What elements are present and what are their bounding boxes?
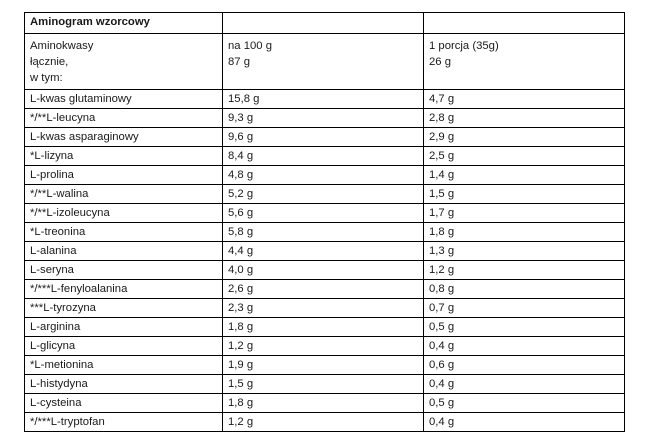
table-row: [25, 204, 625, 223]
per-portion-cell: 4,7 g: [424, 90, 625, 109]
table-row: [25, 375, 625, 394]
table-row: [25, 128, 625, 147]
amino-name-cell: ***L-tyrozyna: [25, 299, 223, 318]
per-100g-cell: 5,6 g: [223, 204, 424, 223]
amino-name-cell: L-arginina: [25, 318, 223, 337]
header-aminoacids: [25, 34, 223, 90]
empty-cell: [223, 13, 424, 34]
table-row: [25, 242, 625, 261]
per-portion-cell: 0,7 g: [424, 299, 625, 318]
empty-cell: [424, 13, 625, 34]
header-line: w tym:: [30, 72, 63, 84]
amino-name-cell: */**L-walina: [25, 185, 223, 204]
per-100g-cell: 9,3 g: [223, 109, 424, 128]
amino-name-cell: *L-treonina: [25, 223, 223, 242]
per-portion-cell: 1,3 g: [424, 242, 625, 261]
table-row: [25, 166, 625, 185]
per-portion-cell: 1,4 g: [424, 166, 625, 185]
amino-name-cell: *L-lizyna: [25, 147, 223, 166]
amino-name-cell: L-seryna: [25, 261, 223, 280]
per-portion-cell: 0,6 g: [424, 356, 625, 375]
per-portion-cell: 0,4 g: [424, 375, 625, 394]
per-100g-cell: 15,8 g: [223, 90, 424, 109]
header-line: łącznie,: [30, 56, 69, 68]
per-100g-cell: 4,4 g: [223, 242, 424, 261]
table-row: [25, 261, 625, 280]
table-row: [25, 147, 625, 166]
per-100g-cell: 9,6 g: [223, 128, 424, 147]
amino-name-cell: L-alanina: [25, 242, 223, 261]
table-row: [25, 413, 625, 432]
per-100g-cell: 1,9 g: [223, 356, 424, 375]
table-title-row: [25, 13, 625, 34]
per-100g-cell: 2,6 g: [223, 280, 424, 299]
per-portion-cell: 0,4 g: [424, 413, 625, 432]
per-100g-cell: 5,8 g: [223, 223, 424, 242]
per-100g-cell: 2,3 g: [223, 299, 424, 318]
amino-name-cell: *L-metionina: [25, 356, 223, 375]
amino-name-cell: L-prolina: [25, 166, 223, 185]
header-line: 1 porcja (35g): [429, 40, 499, 52]
amino-name-cell: */***L-tryptofan: [25, 413, 223, 432]
per-100g-cell: 1,2 g: [223, 413, 424, 432]
table-row: [25, 337, 625, 356]
table-row: [25, 109, 625, 128]
per-portion-cell: 1,8 g: [424, 223, 625, 242]
per-portion-cell: 2,9 g: [424, 128, 625, 147]
per-portion-cell: 2,5 g: [424, 147, 625, 166]
per-portion-cell: 2,8 g: [424, 109, 625, 128]
amino-name-cell: */**L-leucyna: [25, 109, 223, 128]
table-row: [25, 356, 625, 375]
header-per-100g: [223, 34, 424, 90]
per-portion-cell: 0,5 g: [424, 394, 625, 413]
per-100g-cell: 1,2 g: [223, 337, 424, 356]
per-portion-cell: 1,7 g: [424, 204, 625, 223]
header-line: 87 g: [228, 56, 250, 68]
table-title: Aminogram wzorcowy: [25, 13, 223, 34]
per-100g-cell: 1,8 g: [223, 394, 424, 413]
per-100g-cell: 1,5 g: [223, 375, 424, 394]
header-per-portion: [424, 34, 625, 90]
table-row: [25, 318, 625, 337]
per-100g-cell: 4,8 g: [223, 166, 424, 185]
per-portion-cell: 1,5 g: [424, 185, 625, 204]
per-100g-cell: 1,8 g: [223, 318, 424, 337]
amino-name-cell: */**L-izoleucyna: [25, 204, 223, 223]
table-row: [25, 280, 625, 299]
table-row: [25, 299, 625, 318]
table-header-row: [25, 34, 625, 90]
per-portion-cell: 0,8 g: [424, 280, 625, 299]
per-100g-cell: 5,2 g: [223, 185, 424, 204]
per-portion-cell: 0,4 g: [424, 337, 625, 356]
amino-name-cell: L-glicyna: [25, 337, 223, 356]
table-row: [25, 394, 625, 413]
table-row: [25, 90, 625, 109]
amino-name-cell: L-cysteina: [25, 394, 223, 413]
header-line: 26 g: [429, 56, 451, 68]
header-line: Aminokwasy: [30, 40, 94, 52]
amino-name-cell: L-kwas asparaginowy: [25, 128, 223, 147]
header-line: na 100 g: [228, 40, 272, 52]
amino-name-cell: */***L-fenyloalanina: [25, 280, 223, 299]
table-row: [25, 185, 625, 204]
aminogram-table: [24, 12, 625, 432]
per-portion-cell: 0,5 g: [424, 318, 625, 337]
table-row: [25, 223, 625, 242]
amino-name-cell: L-histydyna: [25, 375, 223, 394]
per-100g-cell: 8,4 g: [223, 147, 424, 166]
per-100g-cell: 4,0 g: [223, 261, 424, 280]
amino-name-cell: L-kwas glutaminowy: [25, 90, 223, 109]
per-portion-cell: 1,2 g: [424, 261, 625, 280]
